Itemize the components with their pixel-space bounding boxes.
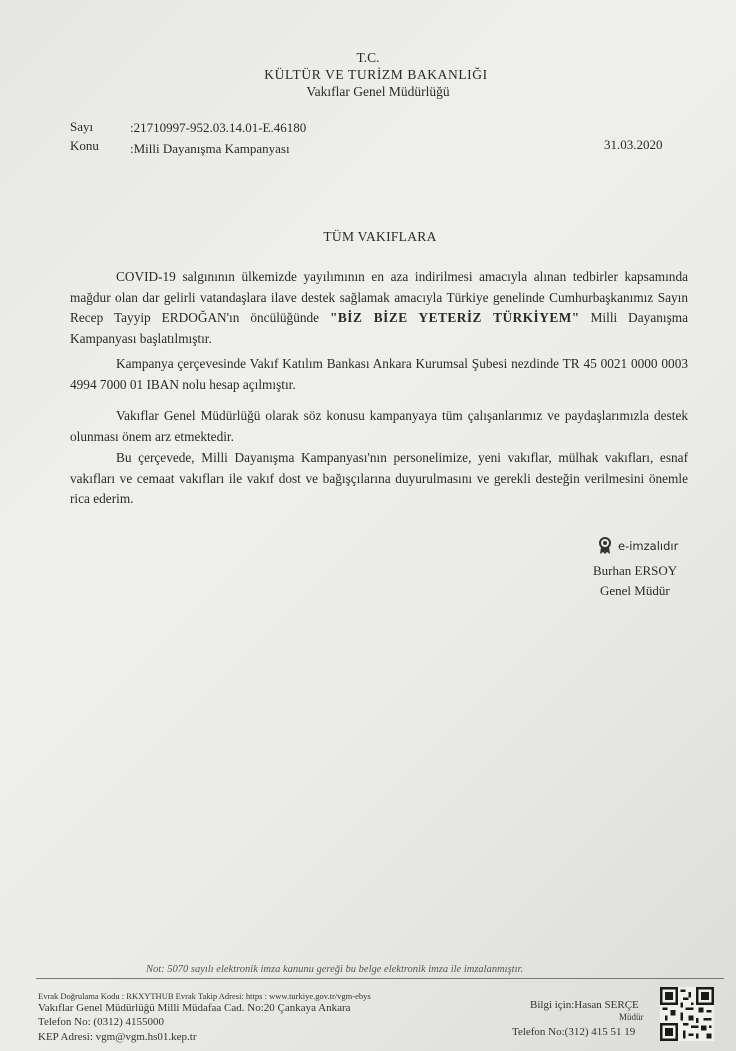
p3-text: Vakıflar Genel Müdürlüğü olarak söz konusu kampanyaya tüm çalışanlarımız ve paydaşlarımızla destek olunması önem arz etmektedir. [70,408,688,444]
footer-note: Not: 5070 sayılı elektronik imza kanunu gereği bu belge elektronik imza ile imzalanmıştır. [146,964,524,975]
campaign-slogan: "BİZ BİZE YETERİZ TÜRKİYEM" [330,310,580,325]
info-title: Müdür [619,1012,644,1022]
info-contact: Bilgi için:Hasan SERÇE [530,999,639,1011]
p2-text: Kampanya çerçevesinde Vakıf Katılım Bankası Ankara Kurumsal Şubesi nezdinde TR 45 0021 0000 0003 4994 7000 01 IBAN nolu hesap açılmıştır. [70,356,688,392]
document-date: 31.03.2020 [604,137,663,152]
body-paragraph-4 [70,448,688,510]
p4-text: Bu çerçevede, Milli Dayanışma Kampanyası'nın personelimize, yeni vakıflar, mülhak vakıfları, esnaf vakıfları ve cemaat vakıfları ile vakıf dost ve bağışçılarına duyurulmasını ve gerekli desteğin verilmesini önemle rica ederim. [70,450,688,506]
footer-address: Vakıflar Genel Müdürlüğü Milli Müdafaa Cad. No:20 Çankaya Ankara [38,1002,351,1014]
sayi-label: Sayı [70,119,94,134]
qr-code [660,987,714,1041]
sayi-value: :21710997-952.03.14.01-E.46180 [130,120,307,135]
verification-code: Evrak Doğrulama Kodu : RKXYTHUB Evrak Takip Adresi: https : www.turkiye.gov.tr/vgm-ebys [38,991,371,1001]
body-paragraph-2 [70,354,688,395]
addressee: TÜM VAKIFLARA [323,229,437,244]
footer-divider [36,978,724,979]
signer-title: Genel Müdür [600,583,670,598]
header-tc: T.C. [356,50,380,65]
header-directorate: Vakıflar Genel Müdürlüğü [306,84,450,99]
e-signature-mark [598,537,678,555]
header-ministry: KÜLTÜR VE TURİZM BAKANLIĞI [264,67,488,82]
body-paragraph-1 [70,267,688,349]
footer-kep: KEP Adresi: vgm@vgm.hs01.kep.tr [38,1031,197,1043]
p1-text-a: COVID-19 salgınının ülkemizde yayılımının en aza indirilmesi amacıyla alınan tedbirler kapsamında mağdur olan dar gelirli vatandaşlara ilave destek sağlamak amacıyla Türkiye genelinde Cumhurbaşkanımız Sayın Recep Tayyip ERDOĞAN'ın öncülüğünde [70,269,688,325]
konu-value: :Milli Dayanışma Kampanyası [130,141,290,156]
info-phone: Telefon No:(312) 415 51 19 [512,1026,636,1038]
p1-text-b: Milli Dayanışma Kampanyası başlatılmıştır. [70,310,688,346]
e-signature-label: e-imzalıdır [618,539,679,553]
footer-phone: Telefon No: (0312) 4155000 [38,1016,165,1028]
konu-label: Konu [70,138,99,153]
body-paragraph-3 [70,406,688,447]
signer-name: Burhan ERSOY [593,563,678,578]
ribbon-icon [598,537,612,555]
